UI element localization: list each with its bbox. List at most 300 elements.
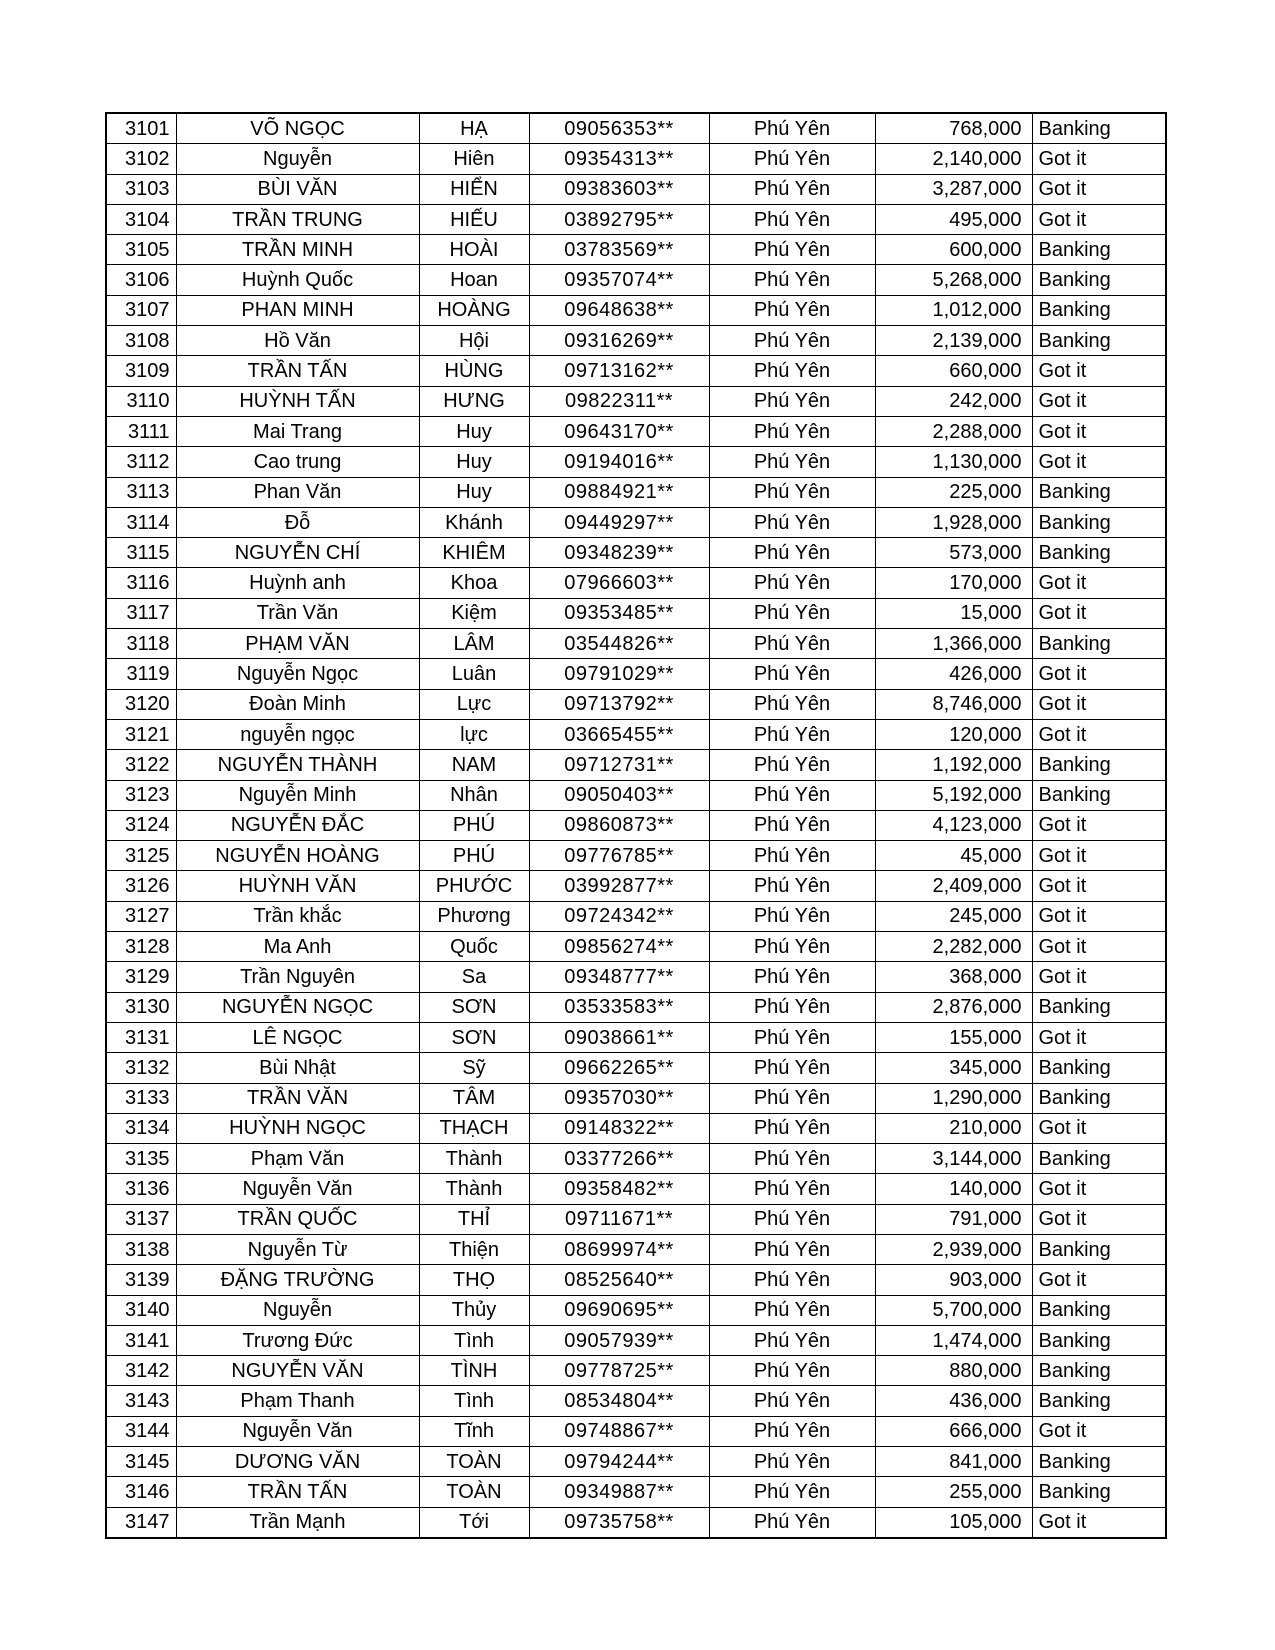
last-name-cell: HUỲNH TẤN xyxy=(176,386,419,416)
amount-cell: 495,000 xyxy=(875,204,1032,234)
first-name-cell: KHIÊM xyxy=(419,538,529,568)
payment-method-cell: Got it xyxy=(1032,204,1166,234)
last-name-cell: DƯƠNG VĂN xyxy=(176,1447,419,1477)
phone-number-cell: 09348239** xyxy=(529,538,709,568)
province-cell: Phú Yên xyxy=(709,629,875,659)
table-row xyxy=(106,1113,1166,1143)
payment-method-cell: Banking xyxy=(1032,629,1166,659)
amount-cell: 210,000 xyxy=(875,1113,1032,1143)
first-name-cell: Thành xyxy=(419,1174,529,1204)
payment-method-cell: Banking xyxy=(1032,1053,1166,1083)
phone-number-cell: 09662265** xyxy=(529,1053,709,1083)
province-cell: Phú Yên xyxy=(709,1265,875,1295)
amount-cell: 2,282,000 xyxy=(875,932,1032,962)
phone-number-cell: 09648638** xyxy=(529,295,709,325)
phone-number-cell: 09057939** xyxy=(529,1325,709,1355)
last-name-cell: Huỳnh Quốc xyxy=(176,265,419,295)
payment-method-cell: Banking xyxy=(1032,1144,1166,1174)
phone-number-cell: 09856274** xyxy=(529,932,709,962)
last-name-cell: Nguyễn Từ xyxy=(176,1234,419,1264)
first-name-cell: Luân xyxy=(419,659,529,689)
amount-cell: 8,746,000 xyxy=(875,689,1032,719)
province-cell: Phú Yên xyxy=(709,1204,875,1234)
row-number-cell: 3107 xyxy=(106,295,176,325)
table-row xyxy=(106,1295,1166,1325)
row-number-cell: 3101 xyxy=(106,113,176,144)
last-name-cell: TRẦN TẤN xyxy=(176,356,419,386)
table-row xyxy=(106,538,1166,568)
table-body xyxy=(106,113,1166,1538)
payment-method-cell: Banking xyxy=(1032,507,1166,537)
amount-cell: 15,000 xyxy=(875,598,1032,628)
phone-number-cell: 09794244** xyxy=(529,1447,709,1477)
province-cell: Phú Yên xyxy=(709,1234,875,1264)
payment-method-cell: Got it xyxy=(1032,962,1166,992)
row-number-cell: 3134 xyxy=(106,1113,176,1143)
last-name-cell: TRẦN VĂN xyxy=(176,1083,419,1113)
row-number-cell: 3114 xyxy=(106,507,176,537)
phone-number-cell: 09724342** xyxy=(529,901,709,931)
amount-cell: 791,000 xyxy=(875,1204,1032,1234)
last-name-cell: TRẦN QUỐC xyxy=(176,1204,419,1234)
first-name-cell: Hoan xyxy=(419,265,529,295)
payment-method-cell: Got it xyxy=(1032,689,1166,719)
row-number-cell: 3147 xyxy=(106,1507,176,1538)
table-row xyxy=(106,901,1166,931)
payment-method-cell: Banking xyxy=(1032,1295,1166,1325)
amount-cell: 140,000 xyxy=(875,1174,1032,1204)
first-name-cell: HIẾU xyxy=(419,204,529,234)
amount-cell: 2,939,000 xyxy=(875,1234,1032,1264)
first-name-cell: Lực xyxy=(419,689,529,719)
province-cell: Phú Yên xyxy=(709,356,875,386)
last-name-cell: Huỳnh anh xyxy=(176,568,419,598)
row-number-cell: 3105 xyxy=(106,235,176,265)
amount-cell: 225,000 xyxy=(875,477,1032,507)
amount-cell: 2,139,000 xyxy=(875,326,1032,356)
row-number-cell: 3112 xyxy=(106,447,176,477)
first-name-cell: Sỹ xyxy=(419,1053,529,1083)
phone-number-cell: 09148322** xyxy=(529,1113,709,1143)
table-row xyxy=(106,871,1166,901)
table-row xyxy=(106,1053,1166,1083)
last-name-cell: Đoàn Minh xyxy=(176,689,419,719)
last-name-cell: NGUYỄN ĐẮC xyxy=(176,810,419,840)
first-name-cell: Tới xyxy=(419,1507,529,1538)
phone-number-cell: 09711671** xyxy=(529,1204,709,1234)
first-name-cell: Tình xyxy=(419,1325,529,1355)
payment-method-cell: Got it xyxy=(1032,598,1166,628)
payment-method-cell: Got it xyxy=(1032,1113,1166,1143)
payment-method-cell: Banking xyxy=(1032,992,1166,1022)
amount-cell: 45,000 xyxy=(875,841,1032,871)
row-number-cell: 3104 xyxy=(106,204,176,234)
payment-method-cell: Banking xyxy=(1032,1083,1166,1113)
phone-number-cell: 09348777** xyxy=(529,962,709,992)
province-cell: Phú Yên xyxy=(709,962,875,992)
payment-method-cell: Banking xyxy=(1032,1447,1166,1477)
phone-number-cell: 09349887** xyxy=(529,1477,709,1507)
data-table xyxy=(105,112,1167,1539)
table-row xyxy=(106,1386,1166,1416)
table-row xyxy=(106,598,1166,628)
province-cell: Phú Yên xyxy=(709,477,875,507)
phone-number-cell: 09884921** xyxy=(529,477,709,507)
province-cell: Phú Yên xyxy=(709,1022,875,1052)
first-name-cell: THẠCH xyxy=(419,1113,529,1143)
province-cell: Phú Yên xyxy=(709,750,875,780)
payment-method-cell: Banking xyxy=(1032,1356,1166,1386)
amount-cell: 155,000 xyxy=(875,1022,1032,1052)
payment-method-cell: Got it xyxy=(1032,1507,1166,1538)
table-row xyxy=(106,1144,1166,1174)
province-cell: Phú Yên xyxy=(709,1386,875,1416)
first-name-cell: LÂM xyxy=(419,629,529,659)
table-row xyxy=(106,992,1166,1022)
province-cell: Phú Yên xyxy=(709,901,875,931)
province-cell: Phú Yên xyxy=(709,144,875,174)
phone-number-cell: 09690695** xyxy=(529,1295,709,1325)
last-name-cell: Nguyễn Văn xyxy=(176,1416,419,1446)
amount-cell: 2,288,000 xyxy=(875,416,1032,446)
last-name-cell: ĐẶNG TRƯỜNG xyxy=(176,1265,419,1295)
phone-number-cell: 09860873** xyxy=(529,810,709,840)
first-name-cell: Tình xyxy=(419,1386,529,1416)
first-name-cell: Huy xyxy=(419,447,529,477)
row-number-cell: 3143 xyxy=(106,1386,176,1416)
payment-method-cell: Got it xyxy=(1032,659,1166,689)
phone-number-cell: 09776785** xyxy=(529,841,709,871)
row-number-cell: 3113 xyxy=(106,477,176,507)
row-number-cell: 3130 xyxy=(106,992,176,1022)
last-name-cell: Trần Mạnh xyxy=(176,1507,419,1538)
amount-cell: 245,000 xyxy=(875,901,1032,931)
phone-number-cell: 09354313** xyxy=(529,144,709,174)
last-name-cell: TRẦN TẤN xyxy=(176,1477,419,1507)
last-name-cell: Nguyễn xyxy=(176,144,419,174)
payment-method-cell: Got it xyxy=(1032,1174,1166,1204)
row-number-cell: 3108 xyxy=(106,326,176,356)
phone-number-cell: 03665455** xyxy=(529,719,709,749)
first-name-cell: Thiện xyxy=(419,1234,529,1264)
amount-cell: 3,287,000 xyxy=(875,174,1032,204)
amount-cell: 600,000 xyxy=(875,235,1032,265)
table-row xyxy=(106,1507,1166,1538)
table-row xyxy=(106,386,1166,416)
amount-cell: 768,000 xyxy=(875,113,1032,144)
first-name-cell: Thủy xyxy=(419,1295,529,1325)
phone-number-cell: 03377266** xyxy=(529,1144,709,1174)
table-row xyxy=(106,416,1166,446)
phone-number-cell: 09358482** xyxy=(529,1174,709,1204)
phone-number-cell: 09748867** xyxy=(529,1416,709,1446)
table-row xyxy=(106,810,1166,840)
last-name-cell: BÙI VĂN xyxy=(176,174,419,204)
phone-number-cell: 09038661** xyxy=(529,1022,709,1052)
last-name-cell: NGUYỄN NGỌC xyxy=(176,992,419,1022)
phone-number-cell: 09735758** xyxy=(529,1507,709,1538)
phone-number-cell: 09822311** xyxy=(529,386,709,416)
last-name-cell: NGUYỄN HOÀNG xyxy=(176,841,419,871)
first-name-cell: Khoa xyxy=(419,568,529,598)
phone-number-cell: 09713792** xyxy=(529,689,709,719)
row-number-cell: 3109 xyxy=(106,356,176,386)
province-cell: Phú Yên xyxy=(709,810,875,840)
row-number-cell: 3121 xyxy=(106,719,176,749)
row-number-cell: 3102 xyxy=(106,144,176,174)
payment-method-cell: Banking xyxy=(1032,113,1166,144)
table-row xyxy=(106,174,1166,204)
province-cell: Phú Yên xyxy=(709,1083,875,1113)
payment-method-cell: Got it xyxy=(1032,447,1166,477)
payment-method-cell: Banking xyxy=(1032,265,1166,295)
table-row xyxy=(106,295,1166,325)
row-number-cell: 3145 xyxy=(106,1447,176,1477)
table-row xyxy=(106,629,1166,659)
table-row xyxy=(106,1477,1166,1507)
table-row xyxy=(106,1022,1166,1052)
first-name-cell: PHÚ xyxy=(419,810,529,840)
first-name-cell: HOÀNG xyxy=(419,295,529,325)
amount-cell: 345,000 xyxy=(875,1053,1032,1083)
payment-method-cell: Banking xyxy=(1032,780,1166,810)
table-row xyxy=(106,962,1166,992)
table-row xyxy=(106,1416,1166,1446)
payment-method-cell: Banking xyxy=(1032,538,1166,568)
last-name-cell: VÕ NGỌC xyxy=(176,113,419,144)
last-name-cell: Ma Anh xyxy=(176,932,419,962)
phone-number-cell: 09383603** xyxy=(529,174,709,204)
table-row xyxy=(106,568,1166,598)
province-cell: Phú Yên xyxy=(709,1113,875,1143)
phone-number-cell: 09353485** xyxy=(529,598,709,628)
province-cell: Phú Yên xyxy=(709,992,875,1022)
last-name-cell: Mai Trang xyxy=(176,416,419,446)
last-name-cell: PHAN MINH xyxy=(176,295,419,325)
province-cell: Phú Yên xyxy=(709,204,875,234)
phone-number-cell: 08534804** xyxy=(529,1386,709,1416)
amount-cell: 170,000 xyxy=(875,568,1032,598)
table-row xyxy=(106,1204,1166,1234)
table-row xyxy=(106,447,1166,477)
last-name-cell: Trần Nguyên xyxy=(176,962,419,992)
table-row xyxy=(106,326,1166,356)
phone-number-cell: 03533583** xyxy=(529,992,709,1022)
last-name-cell: NGUYỄN CHÍ xyxy=(176,538,419,568)
phone-number-cell: 09713162** xyxy=(529,356,709,386)
last-name-cell: Bùi Nhật xyxy=(176,1053,419,1083)
last-name-cell: Nguyễn Minh xyxy=(176,780,419,810)
phone-number-cell: 09778725** xyxy=(529,1356,709,1386)
phone-number-cell: 09316269** xyxy=(529,326,709,356)
row-number-cell: 3110 xyxy=(106,386,176,416)
amount-cell: 242,000 xyxy=(875,386,1032,416)
payment-method-cell: Got it xyxy=(1032,901,1166,931)
amount-cell: 5,192,000 xyxy=(875,780,1032,810)
amount-cell: 880,000 xyxy=(875,1356,1032,1386)
amount-cell: 666,000 xyxy=(875,1416,1032,1446)
phone-number-cell: 09194016** xyxy=(529,447,709,477)
row-number-cell: 3103 xyxy=(106,174,176,204)
amount-cell: 3,144,000 xyxy=(875,1144,1032,1174)
table-row xyxy=(106,477,1166,507)
payment-method-cell: Banking xyxy=(1032,750,1166,780)
province-cell: Phú Yên xyxy=(709,174,875,204)
last-name-cell: NGUYỄN VĂN xyxy=(176,1356,419,1386)
payment-method-cell: Got it xyxy=(1032,1022,1166,1052)
table-row xyxy=(106,1174,1166,1204)
first-name-cell: Quốc xyxy=(419,932,529,962)
amount-cell: 1,474,000 xyxy=(875,1325,1032,1355)
last-name-cell: TRẦN MINH xyxy=(176,235,419,265)
row-number-cell: 3139 xyxy=(106,1265,176,1295)
row-number-cell: 3127 xyxy=(106,901,176,931)
phone-number-cell: 09712731** xyxy=(529,750,709,780)
first-name-cell: HẠ xyxy=(419,113,529,144)
row-number-cell: 3140 xyxy=(106,1295,176,1325)
province-cell: Phú Yên xyxy=(709,113,875,144)
first-name-cell: TÂM xyxy=(419,1083,529,1113)
table-row xyxy=(106,1234,1166,1264)
last-name-cell: Hồ Văn xyxy=(176,326,419,356)
first-name-cell: Kiệm xyxy=(419,598,529,628)
payment-method-cell: Got it xyxy=(1032,719,1166,749)
province-cell: Phú Yên xyxy=(709,1295,875,1325)
last-name-cell: HUỲNH VĂN xyxy=(176,871,419,901)
province-cell: Phú Yên xyxy=(709,1356,875,1386)
row-number-cell: 3133 xyxy=(106,1083,176,1113)
payment-method-cell: Banking xyxy=(1032,235,1166,265)
province-cell: Phú Yên xyxy=(709,1325,875,1355)
province-cell: Phú Yên xyxy=(709,598,875,628)
phone-number-cell: 09050403** xyxy=(529,780,709,810)
table-row xyxy=(106,1447,1166,1477)
amount-cell: 1,290,000 xyxy=(875,1083,1032,1113)
table-row xyxy=(106,507,1166,537)
amount-cell: 1,928,000 xyxy=(875,507,1032,537)
last-name-cell: Phạm Văn xyxy=(176,1144,419,1174)
last-name-cell: TRẦN TRUNG xyxy=(176,204,419,234)
last-name-cell: Trần Văn xyxy=(176,598,419,628)
first-name-cell: THỈ xyxy=(419,1204,529,1234)
last-name-cell: Đỗ xyxy=(176,507,419,537)
row-number-cell: 3142 xyxy=(106,1356,176,1386)
first-name-cell: Tĩnh xyxy=(419,1416,529,1446)
first-name-cell: lực xyxy=(419,719,529,749)
last-name-cell: Phan Văn xyxy=(176,477,419,507)
first-name-cell: NAM xyxy=(419,750,529,780)
amount-cell: 105,000 xyxy=(875,1507,1032,1538)
amount-cell: 903,000 xyxy=(875,1265,1032,1295)
province-cell: Phú Yên xyxy=(709,1144,875,1174)
table-row xyxy=(106,1356,1166,1386)
first-name-cell: TOÀN xyxy=(419,1477,529,1507)
table-row xyxy=(106,689,1166,719)
payment-method-cell: Got it xyxy=(1032,871,1166,901)
table-row xyxy=(106,1083,1166,1113)
province-cell: Phú Yên xyxy=(709,1053,875,1083)
payment-method-cell: Banking xyxy=(1032,1325,1166,1355)
phone-number-cell: 08525640** xyxy=(529,1265,709,1295)
row-number-cell: 3146 xyxy=(106,1477,176,1507)
amount-cell: 1,130,000 xyxy=(875,447,1032,477)
province-cell: Phú Yên xyxy=(709,538,875,568)
amount-cell: 4,123,000 xyxy=(875,810,1032,840)
province-cell: Phú Yên xyxy=(709,659,875,689)
amount-cell: 660,000 xyxy=(875,356,1032,386)
province-cell: Phú Yên xyxy=(709,295,875,325)
table-row xyxy=(106,1325,1166,1355)
payment-method-cell: Got it xyxy=(1032,810,1166,840)
row-number-cell: 3119 xyxy=(106,659,176,689)
province-cell: Phú Yên xyxy=(709,416,875,446)
province-cell: Phú Yên xyxy=(709,841,875,871)
last-name-cell: Cao trung xyxy=(176,447,419,477)
data-sheet xyxy=(105,112,1165,1539)
row-number-cell: 3125 xyxy=(106,841,176,871)
first-name-cell: HƯNG xyxy=(419,386,529,416)
table-row xyxy=(106,144,1166,174)
first-name-cell: Thành xyxy=(419,1144,529,1174)
province-cell: Phú Yên xyxy=(709,265,875,295)
province-cell: Phú Yên xyxy=(709,235,875,265)
phone-number-cell: 07966603** xyxy=(529,568,709,598)
last-name-cell: Trương Đức xyxy=(176,1325,419,1355)
row-number-cell: 3126 xyxy=(106,871,176,901)
province-cell: Phú Yên xyxy=(709,871,875,901)
payment-method-cell: Got it xyxy=(1032,386,1166,416)
phone-number-cell: 03892795** xyxy=(529,204,709,234)
row-number-cell: 3141 xyxy=(106,1325,176,1355)
row-number-cell: 3136 xyxy=(106,1174,176,1204)
payment-method-cell: Banking xyxy=(1032,1477,1166,1507)
last-name-cell: PHẠM VĂN xyxy=(176,629,419,659)
province-cell: Phú Yên xyxy=(709,1507,875,1538)
last-name-cell: Nguyễn Văn xyxy=(176,1174,419,1204)
table-row xyxy=(106,932,1166,962)
row-number-cell: 3138 xyxy=(106,1234,176,1264)
amount-cell: 426,000 xyxy=(875,659,1032,689)
province-cell: Phú Yên xyxy=(709,780,875,810)
first-name-cell: HÙNG xyxy=(419,356,529,386)
row-number-cell: 3132 xyxy=(106,1053,176,1083)
province-cell: Phú Yên xyxy=(709,719,875,749)
phone-number-cell: 09643170** xyxy=(529,416,709,446)
phone-number-cell: 03544826** xyxy=(529,629,709,659)
table-row xyxy=(106,780,1166,810)
payment-method-cell: Got it xyxy=(1032,1265,1166,1295)
first-name-cell: PHƯỚC xyxy=(419,871,529,901)
row-number-cell: 3111 xyxy=(106,416,176,446)
first-name-cell: SƠN xyxy=(419,1022,529,1052)
first-name-cell: PHÚ xyxy=(419,841,529,871)
first-name-cell: Sa xyxy=(419,962,529,992)
phone-number-cell: 09357074** xyxy=(529,265,709,295)
row-number-cell: 3129 xyxy=(106,962,176,992)
phone-number-cell: 09449297** xyxy=(529,507,709,537)
table-row xyxy=(106,719,1166,749)
phone-number-cell: 09357030** xyxy=(529,1083,709,1113)
amount-cell: 436,000 xyxy=(875,1386,1032,1416)
province-cell: Phú Yên xyxy=(709,1174,875,1204)
payment-method-cell: Got it xyxy=(1032,932,1166,962)
row-number-cell: 3124 xyxy=(106,810,176,840)
amount-cell: 120,000 xyxy=(875,719,1032,749)
phone-number-cell: 08699974** xyxy=(529,1234,709,1264)
amount-cell: 1,012,000 xyxy=(875,295,1032,325)
payment-method-cell: Banking xyxy=(1032,477,1166,507)
table-row xyxy=(106,356,1166,386)
